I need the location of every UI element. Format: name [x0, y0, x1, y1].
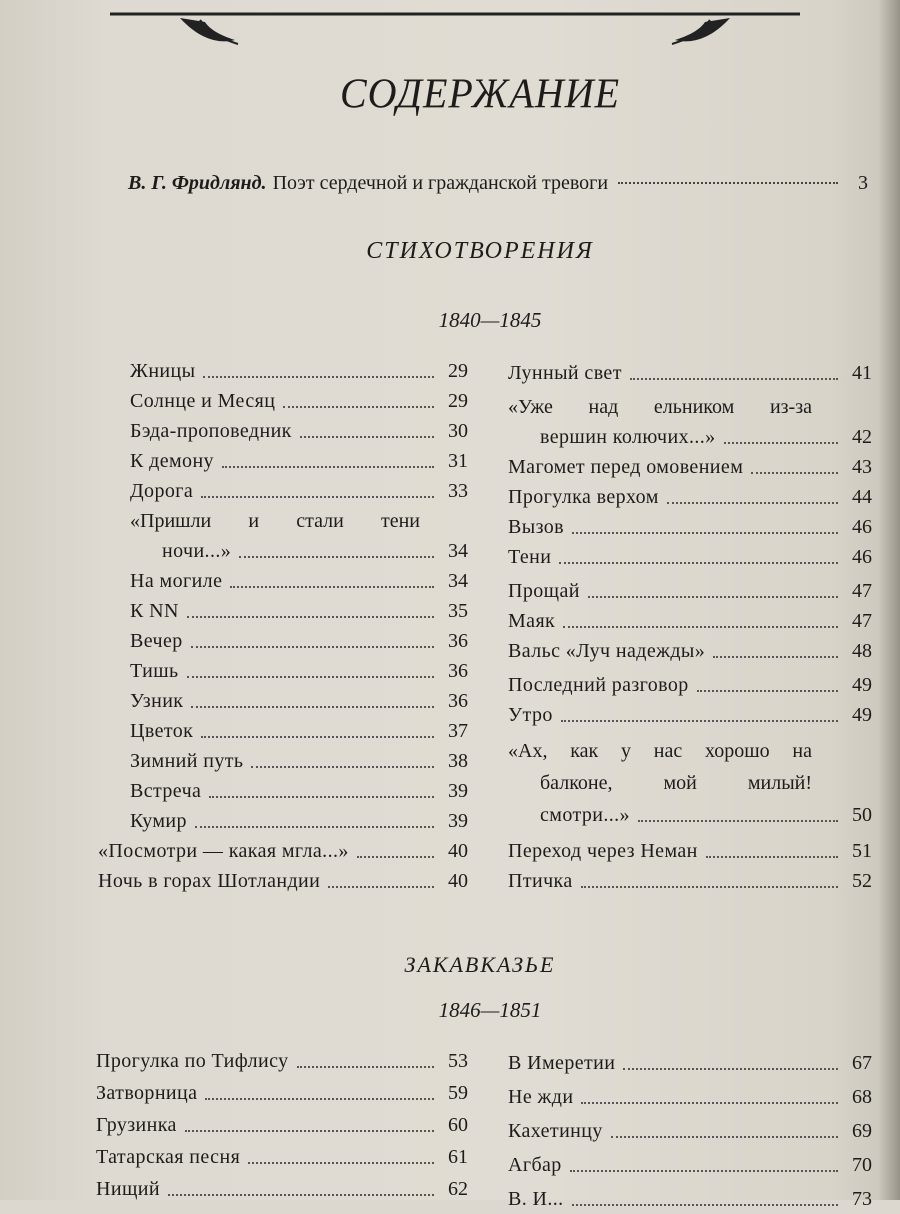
toc-entry: Птичка 52 — [508, 870, 872, 892]
intro-author: В. Г. Фридлянд. — [128, 172, 267, 194]
toc-entry: Лунный свет 41 — [508, 362, 872, 384]
toc-column-right — [508, 358, 872, 896]
toc-entry: К NN 35 — [130, 600, 468, 622]
toc-entry: Зимний путь 38 — [130, 750, 468, 772]
toc-entry: Утро 49 — [508, 704, 872, 726]
section-title: ЗАКАВКАЗЬЕ — [404, 952, 556, 977]
toc-column-left — [98, 356, 468, 896]
toc-column-left — [96, 1044, 468, 1204]
toc-entry: Не жди 68 — [508, 1086, 872, 1108]
page-edge-shadow — [878, 0, 900, 1200]
toc-entry: К демону 31 — [130, 450, 468, 472]
toc-entry: Затворница 59 — [96, 1082, 468, 1104]
toc-entry: «Посмотри — какая мгла...» 40 — [98, 840, 468, 862]
dot-leader — [618, 182, 838, 184]
toc-entry: Тишь 36 — [130, 660, 468, 682]
section-title: СТИХОТВОРЕНИЯ — [366, 238, 594, 264]
toc-entry: Прогулка по Тифлису 53 — [96, 1050, 468, 1072]
toc-entry: Агбар 70 — [508, 1154, 872, 1176]
toc-column-right — [508, 1044, 872, 1214]
toc-entry: Узник 36 — [130, 690, 468, 712]
toc-entry: Грузинка 60 — [96, 1114, 468, 1136]
toc-entry: Дорога 33 — [130, 480, 468, 502]
section-years: 1840—1845 — [438, 308, 542, 332]
toc-entry: Нищий 62 — [96, 1178, 468, 1200]
section-years: 1846—1851 — [438, 998, 542, 1022]
toc-entry: Бэда-проповедник 30 — [130, 420, 468, 442]
toc-entry: Ночь в горах Шотландии 40 — [98, 870, 468, 892]
toc-entry: Маяк 47 — [508, 610, 872, 632]
toc-entry: Солнце и Месяц 29 — [130, 390, 468, 412]
ornament-icon — [110, 0, 800, 52]
toc-entry: Вальс «Луч надежды» 48 — [508, 640, 872, 662]
toc-entry: Последний разговор 49 — [508, 674, 872, 696]
toc-entry: Прогулка верхом 44 — [508, 486, 872, 508]
toc-entry: Магомет перед омовением 43 — [508, 456, 872, 478]
toc-entry: В. И... 73 — [508, 1188, 872, 1210]
toc-entry: Кахетинцу 69 — [508, 1120, 872, 1142]
toc-entry: Вызов 46 — [508, 516, 872, 538]
toc-entry: Вечер 36 — [130, 630, 468, 652]
toc-entry: Кумир 39 — [130, 810, 468, 832]
toc-entry: «Уже над ельником из-за вершин колючих...» 42 — [508, 396, 872, 448]
toc-entry: Цветок 37 — [130, 720, 468, 742]
toc-entry: Встреча 39 — [130, 780, 468, 802]
toc-entry: Прощай 47 — [508, 580, 872, 602]
toc-entry: «Пришли и стали тени ночи...» 34 — [130, 510, 468, 562]
toc-entry: «Ах, как у нас хорошо на балконе, мой милый! смотри...» 50 — [508, 740, 872, 826]
toc-entry: Жницы 29 — [130, 360, 468, 382]
toc-entry: На могиле 34 — [130, 570, 468, 592]
page-title: СОДЕРЖАНИЕ — [339, 69, 621, 118]
intro-page-number: 3 — [858, 172, 868, 194]
intro-title: Поэт сердечной и гражданской тревоги — [272, 172, 609, 194]
toc-entry: Тени 46 — [508, 546, 872, 568]
toc-entry: Переход через Неман 51 — [508, 840, 872, 862]
intro-entry — [128, 172, 868, 202]
toc-entry: Татарская песня 61 — [96, 1146, 468, 1168]
toc-entry: В Имеретии 67 — [508, 1052, 872, 1074]
